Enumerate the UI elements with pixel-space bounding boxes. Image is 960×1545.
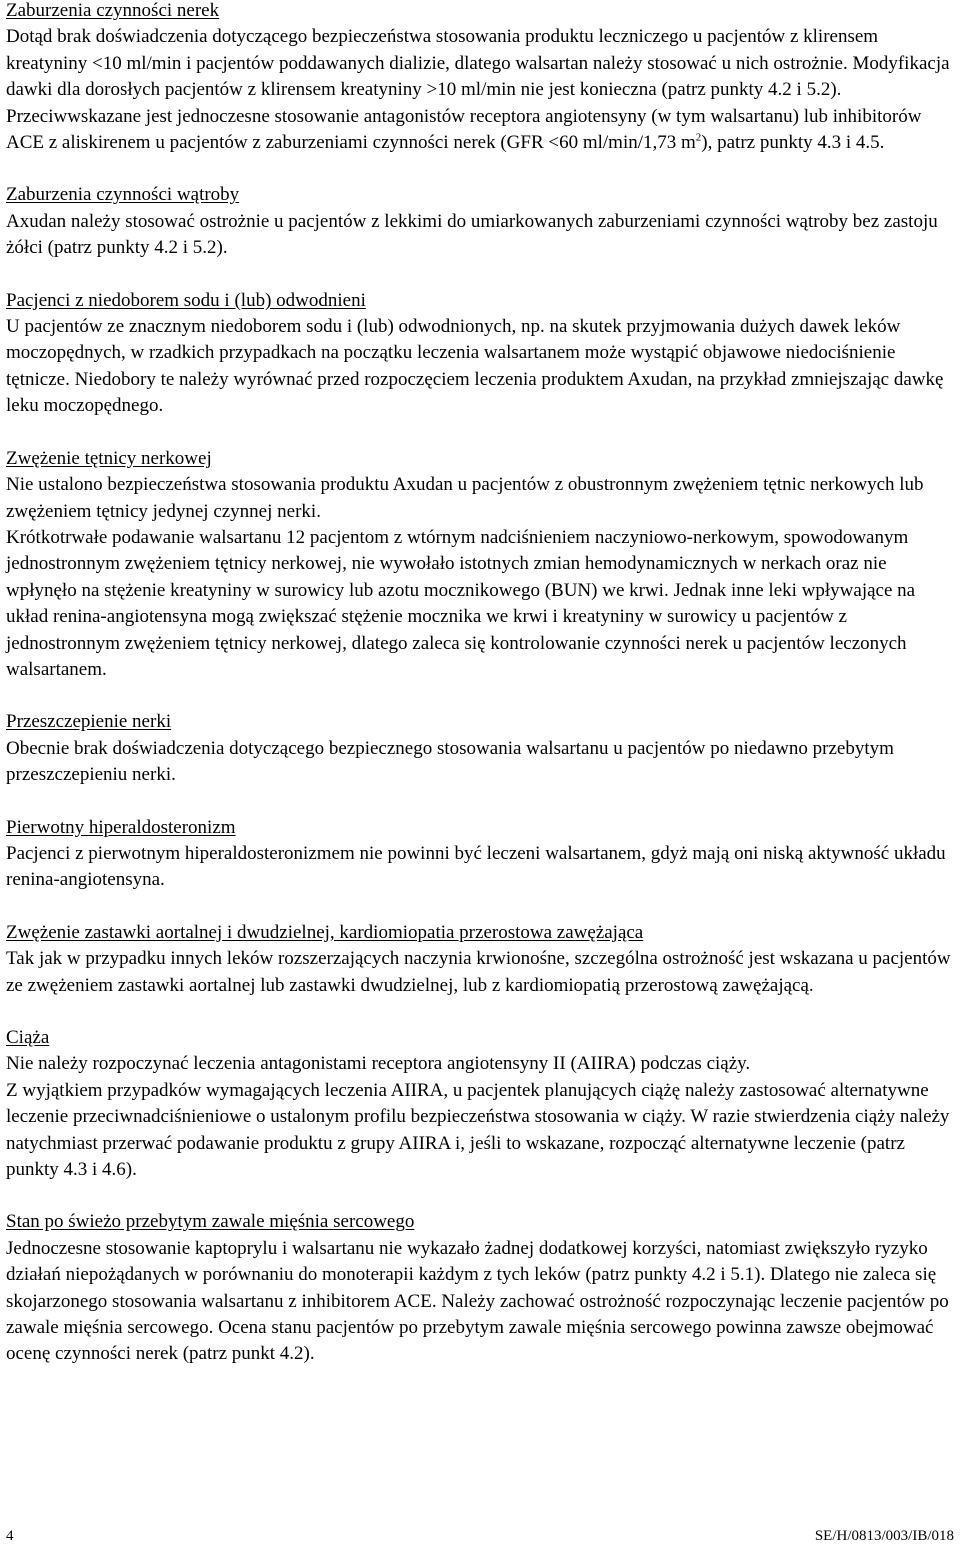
section-paragraph: Jednoczesne stosowanie kaptoprylu i walsartanu nie wykazało żadnej dodatkowej korzyści, natomiast zwiększyło ryzyko działań niepożądanych w porównaniu do monoterapii każdym z tych leków (patrz punkty 4.2 i 5.1). Dlatego nie zaleca się skojarzonego stosowania walsartanu z inhibitorem ACE. Należy zachować ostrożność rozpoczynając leczenie pacjentów po zawale mięśnia sercowego. Ocena stanu pacjentów po przebytym zawale mięśnia sercowego powinna zawsze obejmować ocenę czynności nerek (patrz punkt 4.2).	[6, 1237, 949, 1365]
section-heading: Zaburzenia czynności nerek	[6, 0, 220, 21]
section-heading: Pierwotny hiperaldosteronizm	[6, 816, 236, 838]
superscript: 2	[695, 131, 702, 144]
section-paragraph: U pacjentów ze znacznym niedoborem sodu i (lub) odwodnionych, np. na skutek przyjmowania dużych dawek leków moczopędnych, w rzadkich przypadkach na początku leczenia walsartanem może wystąpić objawowe niedociśnienie tętnicze. Niedobory te należy wyrównać przed rozpoczęciem leczenia produktem Axudan, na przykład zmniejszając dawkę leku moczopędnego.	[6, 316, 944, 417]
page-number: 4	[6, 1528, 14, 1544]
section-heading: Przeszczepienie nerki	[6, 711, 172, 733]
section-myocardial-infarction	[6, 1209, 954, 1367]
section-heading: Zwężenie tętnicy nerkowej	[6, 447, 212, 469]
section-paragraph: Dotąd brak doświadczenia dotyczącego bezpieczeństwa stosowania produktu leczniczego u pacjentów z klirensem kreatyniny <10 ml/min i pacjentów poddawanych dializie, dlatego walsartan należy stosować u nich ostrożnie. Modyfikacja dawki dla dorosłych pacjentów z klirensem kreatyniny >10 ml/min nie jest konieczna (patrz punkty 4.2 i 5.2).	[6, 26, 950, 101]
section-valve-stenosis	[6, 920, 954, 999]
section-renal-artery-stenosis	[6, 446, 954, 684]
section-kidney-transplant	[6, 709, 954, 788]
section-paragraph: Nie należy rozpoczynać leczenia antagonistami receptora angiotensyny II (AIIRA) podczas ciąży.	[6, 1053, 751, 1075]
document-reference: SE/H/0813/003/IB/018	[814, 1528, 954, 1544]
section-hepatic-impairment	[6, 182, 954, 261]
section-paragraph: Axudan należy stosować ostrożnie u pacjentów z lekkimi do umiarkowanych zaburzeniami czynności wątroby bez zastoju żółci (patrz punkty 4.2 i 5.2).	[6, 210, 938, 259]
section-heading: Stan po świeżo przebytym zawale mięśnia sercowego	[6, 1211, 415, 1233]
section-sodium-depletion	[6, 288, 954, 420]
gfr-text-after: ), patrz punkty 4.3 i 4.5.	[701, 132, 885, 154]
page-footer	[6, 1527, 954, 1545]
document-page	[6, 0, 954, 1394]
section-paragraph: Tak jak w przypadku innych leków rozszerzających naczynia krwionośne, szczególna ostrożność jest wskazana u pacjentów ze zwężeniem zastawki aortalnej lub zastawki dwudzielnej, lub z kardiomiopatią przerostową zawężającą.	[6, 948, 951, 996]
section-heading: Ciąża	[6, 1027, 50, 1048]
section-paragraph: Obecnie brak doświadczenia dotyczącego bezpiecznego stosowania walsartanu u pacjentów po niedawno przebytym przeszczepieniu nerki.	[6, 737, 894, 786]
section-pregnancy	[6, 1025, 954, 1183]
section-heading: Zaburzenia czynności wątroby	[6, 184, 240, 206]
section-renal-impairment	[6, 0, 954, 156]
gfr-paragraph	[6, 104, 954, 157]
section-heading: Zwężenie zastawki aortalnej i dwudzielnej, kardiomiopatia przerostowa zawężająca	[6, 921, 644, 943]
section-paragraph: Pacjenci z pierwotnym hiperaldosteronizmem nie powinni być leczeni walsartanem, gdyż mają oni niską aktywność układu renina-angiotensyna.	[6, 842, 946, 891]
section-paragraph: Krótkotrwałe podawanie walsartanu 12 pacjentom z wtórnym nadciśnieniem naczyniowo-nerkowym, spowodowanym jednostronnym zwężeniem tętnicy nerkowej, nie wywołało istotnych zmian hemodynamicznych w nerkach oraz nie wpłynęło na stężenie kreatyniny w surowicy lub azotu mocznikowego (BUN) we krwi. Jednak inne leki wpływające na układ renina-angiotensyna mogą zwiększać stężenie mocznika we krwi i kreatyniny w surowicy u pacjentów z jednostronnym zwężeniem tętnicy nerkowej, dlatego zaleca się kontrolowanie czynności nerek u pacjentów leczonych walsartanem.	[6, 526, 916, 680]
section-paragraph: Z wyjątkiem przypadków wymagających leczenia AIIRA, u pacjentek planujących ciążę należy zastosować alternatywne leczenie przeciwnadciśnieniowe o ustalonym profilu bezpieczeństwa stosowania w ciąży. W razie stwierdzenia ciąży należy natychmiast przerwać podawanie produktu z grupy AIIRA i, jeśli to wskazane, rozpocząć alternatywne leczenie (patrz punkty 4.3 i 4.6).	[6, 1079, 950, 1181]
gfr-text-before: Przeciwwskazane jest jednoczesne stosowanie antagonistów receptora angiotensyny (w tym walsartanu) lub inhibitorów ACE z aliskirenem u pacjentów z zaburzeniami czynności nerek (GFR <60 ml/min/1,73 m	[6, 105, 922, 154]
section-heading: Pacjenci z niedoborem sodu i (lub) odwodnieni	[6, 289, 366, 311]
section-paragraph: Nie ustalono bezpieczeństwa stosowania produktu Axudan u pacjentów z obustronnym zwężeniem tętnic nerkowych lub zwężeniem tętnicy jedynej czynnej nerki.	[6, 474, 924, 522]
section-hyperaldosteronism	[6, 815, 954, 894]
